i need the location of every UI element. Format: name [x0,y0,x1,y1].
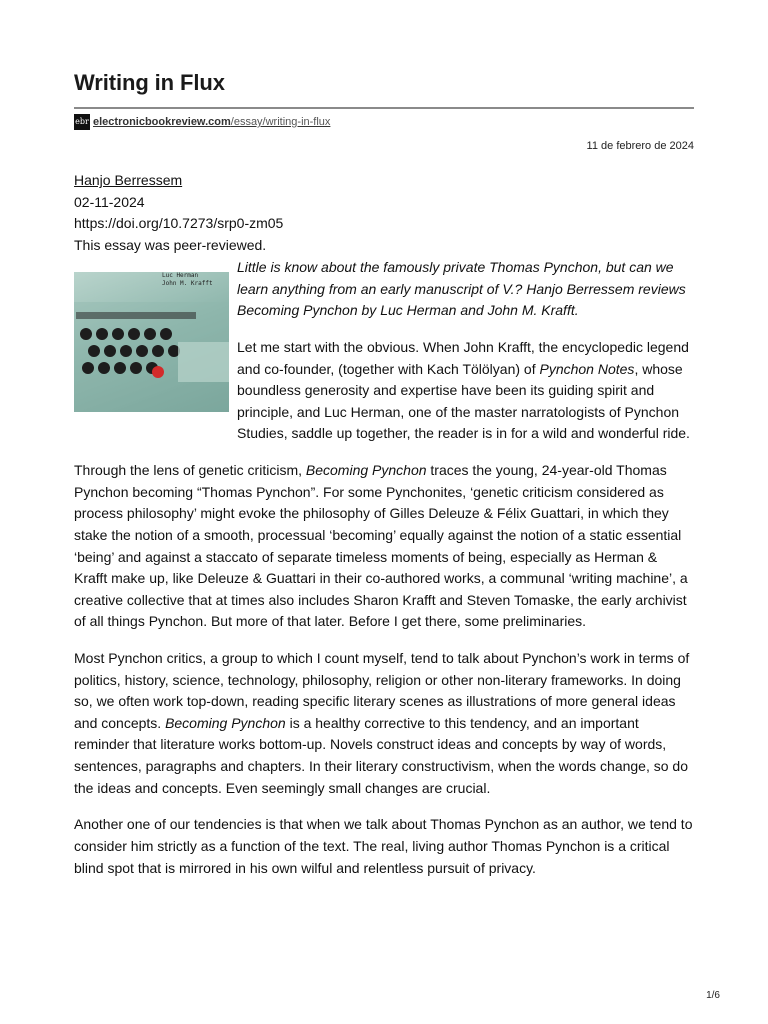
cover-author-2: John M. Krafft [162,280,213,287]
paragraph-2: Through the lens of genetic criticism, Becoming Pynchon traces the young, 24-year-old Thomas Pynchon becoming “Thomas Pynchon”. For some Pynchonites, ‘genetic criticism considered as process philosophy’ might evoke the philosophy of Gilles Deleuze & Félix Guattari, in which they stake the notion of a smooth, processual ‘becoming’ equally against the notion of a static essential ‘being’ and against a staccato of separate timeless moments of being, especially as Herman & Krafft make up, like Deleuze & Guattari in their co-authored works, a communal ‘writing machine’, a creative collective that at times also includes Sharon Krafft and Steven Tomaske, the early archivist of all things Pynchon. But more of that later. Before I get there, some preliminaries. [74,462,688,630]
doi-text: https://doi.org/10.7273/srp0-zm05 [74,215,284,232]
peer-review-note: This essay was peer-reviewed. [74,236,267,253]
ebr-logo-icon: ebr [74,114,90,130]
page-number: 1/6 [706,990,720,1001]
article-meta [74,170,283,256]
paragraph-3: Most Pynchon critics, a group to which I count myself, tend to talk about Pynchon’s work in terms of politics, history, science, technology, philosophy, religion or other non-literary frameworks. In doing so, we often work top-down, reading specific literary scenes as illustrations of more general ideas and concepts. Becoming Pynchon is a healthy corrective to this tendency, and an important reminder that literature works bottom-up. Novels construct ideas and concepts by way of words, sentences, paragraphs and chapters. In their literary constructivism, when the words change, so do the ideas and concepts. Even seemingly small changes are crucial. [74,650,690,796]
author-link[interactable]: Hanjo Berressem [74,172,183,188]
publish-date: 02-11-2024 [74,193,145,210]
source-link[interactable] [93,116,330,128]
cover-author-1: Luc Herman [162,272,199,279]
article-body [74,257,694,894]
paragraph-1: Let me start with the obvious. When John Krafft, the encyclopedic legend and co-founder, (together with Kach Tölölyan) of Pynchon Notes, whose boundless generosity and expertise have been its guiding spirit and principle, and Luc Herman, one of the master narratologists of Pynchon Studies, saddle up together, the reader is in for a wild and wonderful ride. [237,338,690,442]
source-path: /essay/writing-in-flux [230,116,331,128]
title-divider [74,107,694,109]
source-line [74,114,330,130]
page-title: Writing in Flux [74,70,225,95]
paragraph-4: Another one of our tendencies is that when we talk about Thomas Pynchon as an author, we tend to consider him strictly as a function of the text. The real, living author Thomas Pynchon is a critical blind spot that is mirrored in his own wilful and relentless pursuit of privacy. [74,816,693,876]
capture-date: 11 de febrero de 2024 [586,140,694,152]
source-domain: electronicbookreview.com [93,116,231,128]
lead-paragraph: Little is know about the famously private Thomas Pynchon, but can we learn anything from an early manuscript of V.? Hanjo Berressem reviews Becoming Pynchon by Luc Herman and John M. Krafft. [237,259,686,319]
